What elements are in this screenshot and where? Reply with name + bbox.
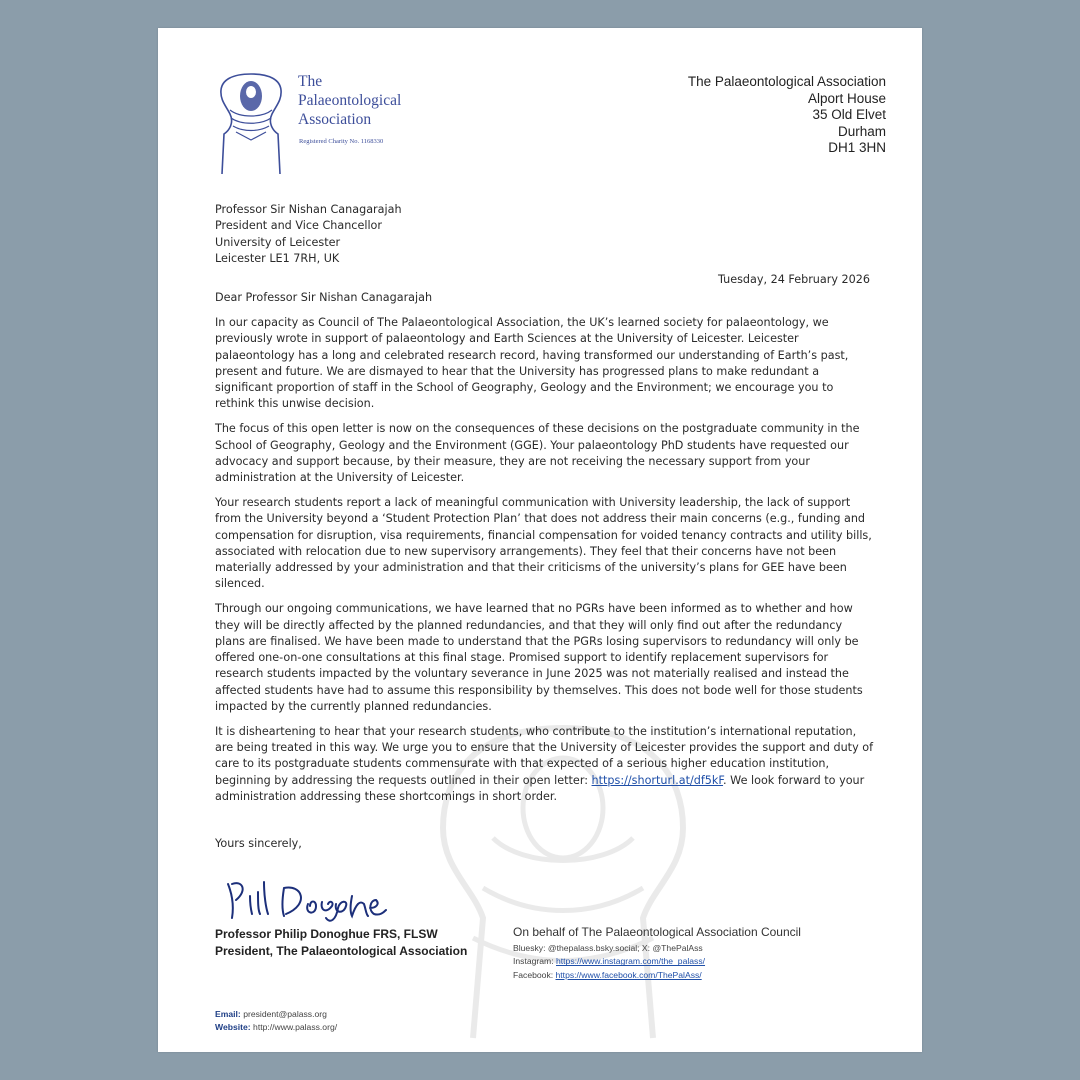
address-line: The Palaeontological Association [687,74,886,89]
social-line [513,955,705,968]
facebook-link[interactable]: https://www.facebook.com/ThePalAss/ [555,969,702,980]
website-link[interactable]: http://www.palass.org/ [253,1022,338,1033]
website-label: Website: [215,1022,251,1033]
instagram-link[interactable]: https://www.instagram.com/the_palass/ [556,956,706,967]
contact-line [215,1021,337,1034]
letter-date: Tuesday, 24 February 2026 [717,273,870,286]
contact-details [215,1008,337,1035]
recipient-line: University of Leicester [215,235,341,249]
address-line: Durham [837,123,886,139]
email-address[interactable]: president@palass.org [243,1009,327,1019]
address-line: DH1 3HN [828,140,886,155]
recipient-line: Professor Sir Nishan Canagarajah [215,203,402,216]
handwritten-signature [220,870,390,926]
signatory-title: President, The Palaeontological Association [215,944,468,958]
open-letter-link[interactable]: https://shorturl.at/df5kF [591,773,724,787]
contact-line [215,1008,337,1021]
body-paragraph: The focus of this open letter is now on the consequences of these decisions on the postgraduate community in the School of Geography, Geology and the Environment (GGE). Your palaeontology PhD students have requested our advocacy and support because, by their measure, they are not receiving the necessary support from your administration at the University of Leicester. [215,422,860,485]
logo-name-line: Palaeontological [298,92,402,109]
address-line: 35 Old Elvet [812,107,886,122]
logo-name-line: The [298,73,323,90]
letter-body [215,315,875,814]
social-handles: Bluesky: @thepalass.bsky.social; X: @ThePalAss [513,943,703,953]
body-paragraph: Through our ongoing communications, we have learned that no PGRs have been informed as to whether and how they will be directly affected by the planned redundancies, and that they will only find out after the redundancy plans are finalised. We have been made to understand that the PGRs losing supervisors to redundancy will only be offered one-on-one consultations at this final stage. Promised support to identify replacement supervisors for research students impacted by the voluntary severance in June 2025 was not materially realised and instead the affected students have had to assume this responsibility by themselves. This does not bode well for those students impacted by the currently planned redundancies. [215,602,863,714]
sender-address [688,74,886,157]
logo-name-line: Association [298,111,372,128]
salutation: Dear Professor Sir Nishan Canagarajah [215,291,433,304]
council-line: On behalf of The Palaeontological Association Council [513,925,801,939]
social-links [513,942,705,982]
paragraph-text: It is disheartening to hear that your research students, who contribute to the institution’s international reputation, are being treated in this way. We urge you to ensure that the University of Leicester provides the support and duty of care to its postgraduate students commensurate with that expected of a serious higher education institution, beginning by addressing the requests outlined in their open letter: [215,724,874,787]
email-label: Email: [215,1009,241,1019]
charity-number: Registered Charity No. 1168330 [299,138,384,145]
address-line: Alport House [807,90,886,106]
recipient-address [215,202,402,267]
closing: Yours sincerely, [215,837,302,850]
signatory-name: Professor Philip Donoghue FRS, FLSW [215,927,438,941]
body-paragraph: In our capacity as Council of The Palaeontological Association, the UK’s learned society for palaeontology, we previously wrote in support of palaeontology and Earth Sciences at the University of Leicester. Leicester palaeontology has a long and celebrated research record, having transformed our understanding of Earth’s past, present and future. We are dismayed to hear that the University has progressed plans to make redundant a significant proportion of staff in the School of Geography, Geology and the Environment; we encourage you to rethink this unwise decision. [215,316,849,411]
recipient-line: President and Vice Chancellor [215,219,382,233]
body-paragraph [215,724,875,805]
body-paragraph: Your research students report a lack of meaningful communication with University leadership, the lack of support from the University beyond a ‘Student Protection Plan’ that does not address their main concerns (e.g., funding and compensation for disruption, visa requirements, financial compensation for voided tenancy contracts and utility bills, associated with relocation due to new supervisory arrangements). They feel that their concerns have not been materially addressed by your administration and that their criticisms of the university’s plans for GEE have been silenced. [215,495,872,591]
signatory-block [215,926,467,960]
social-line [513,969,705,982]
social-label: Instagram: [513,956,556,967]
recipient-line: Leicester LE1 7RH, UK [215,251,340,265]
social-label: Facebook: [513,969,556,980]
letter-page [158,28,922,1052]
paragraph-text: . We look forward to your administration addressing these shortcomings in short order. [215,773,865,804]
association-logo-name [298,72,401,129]
trilobite-logo-icon [216,70,286,178]
